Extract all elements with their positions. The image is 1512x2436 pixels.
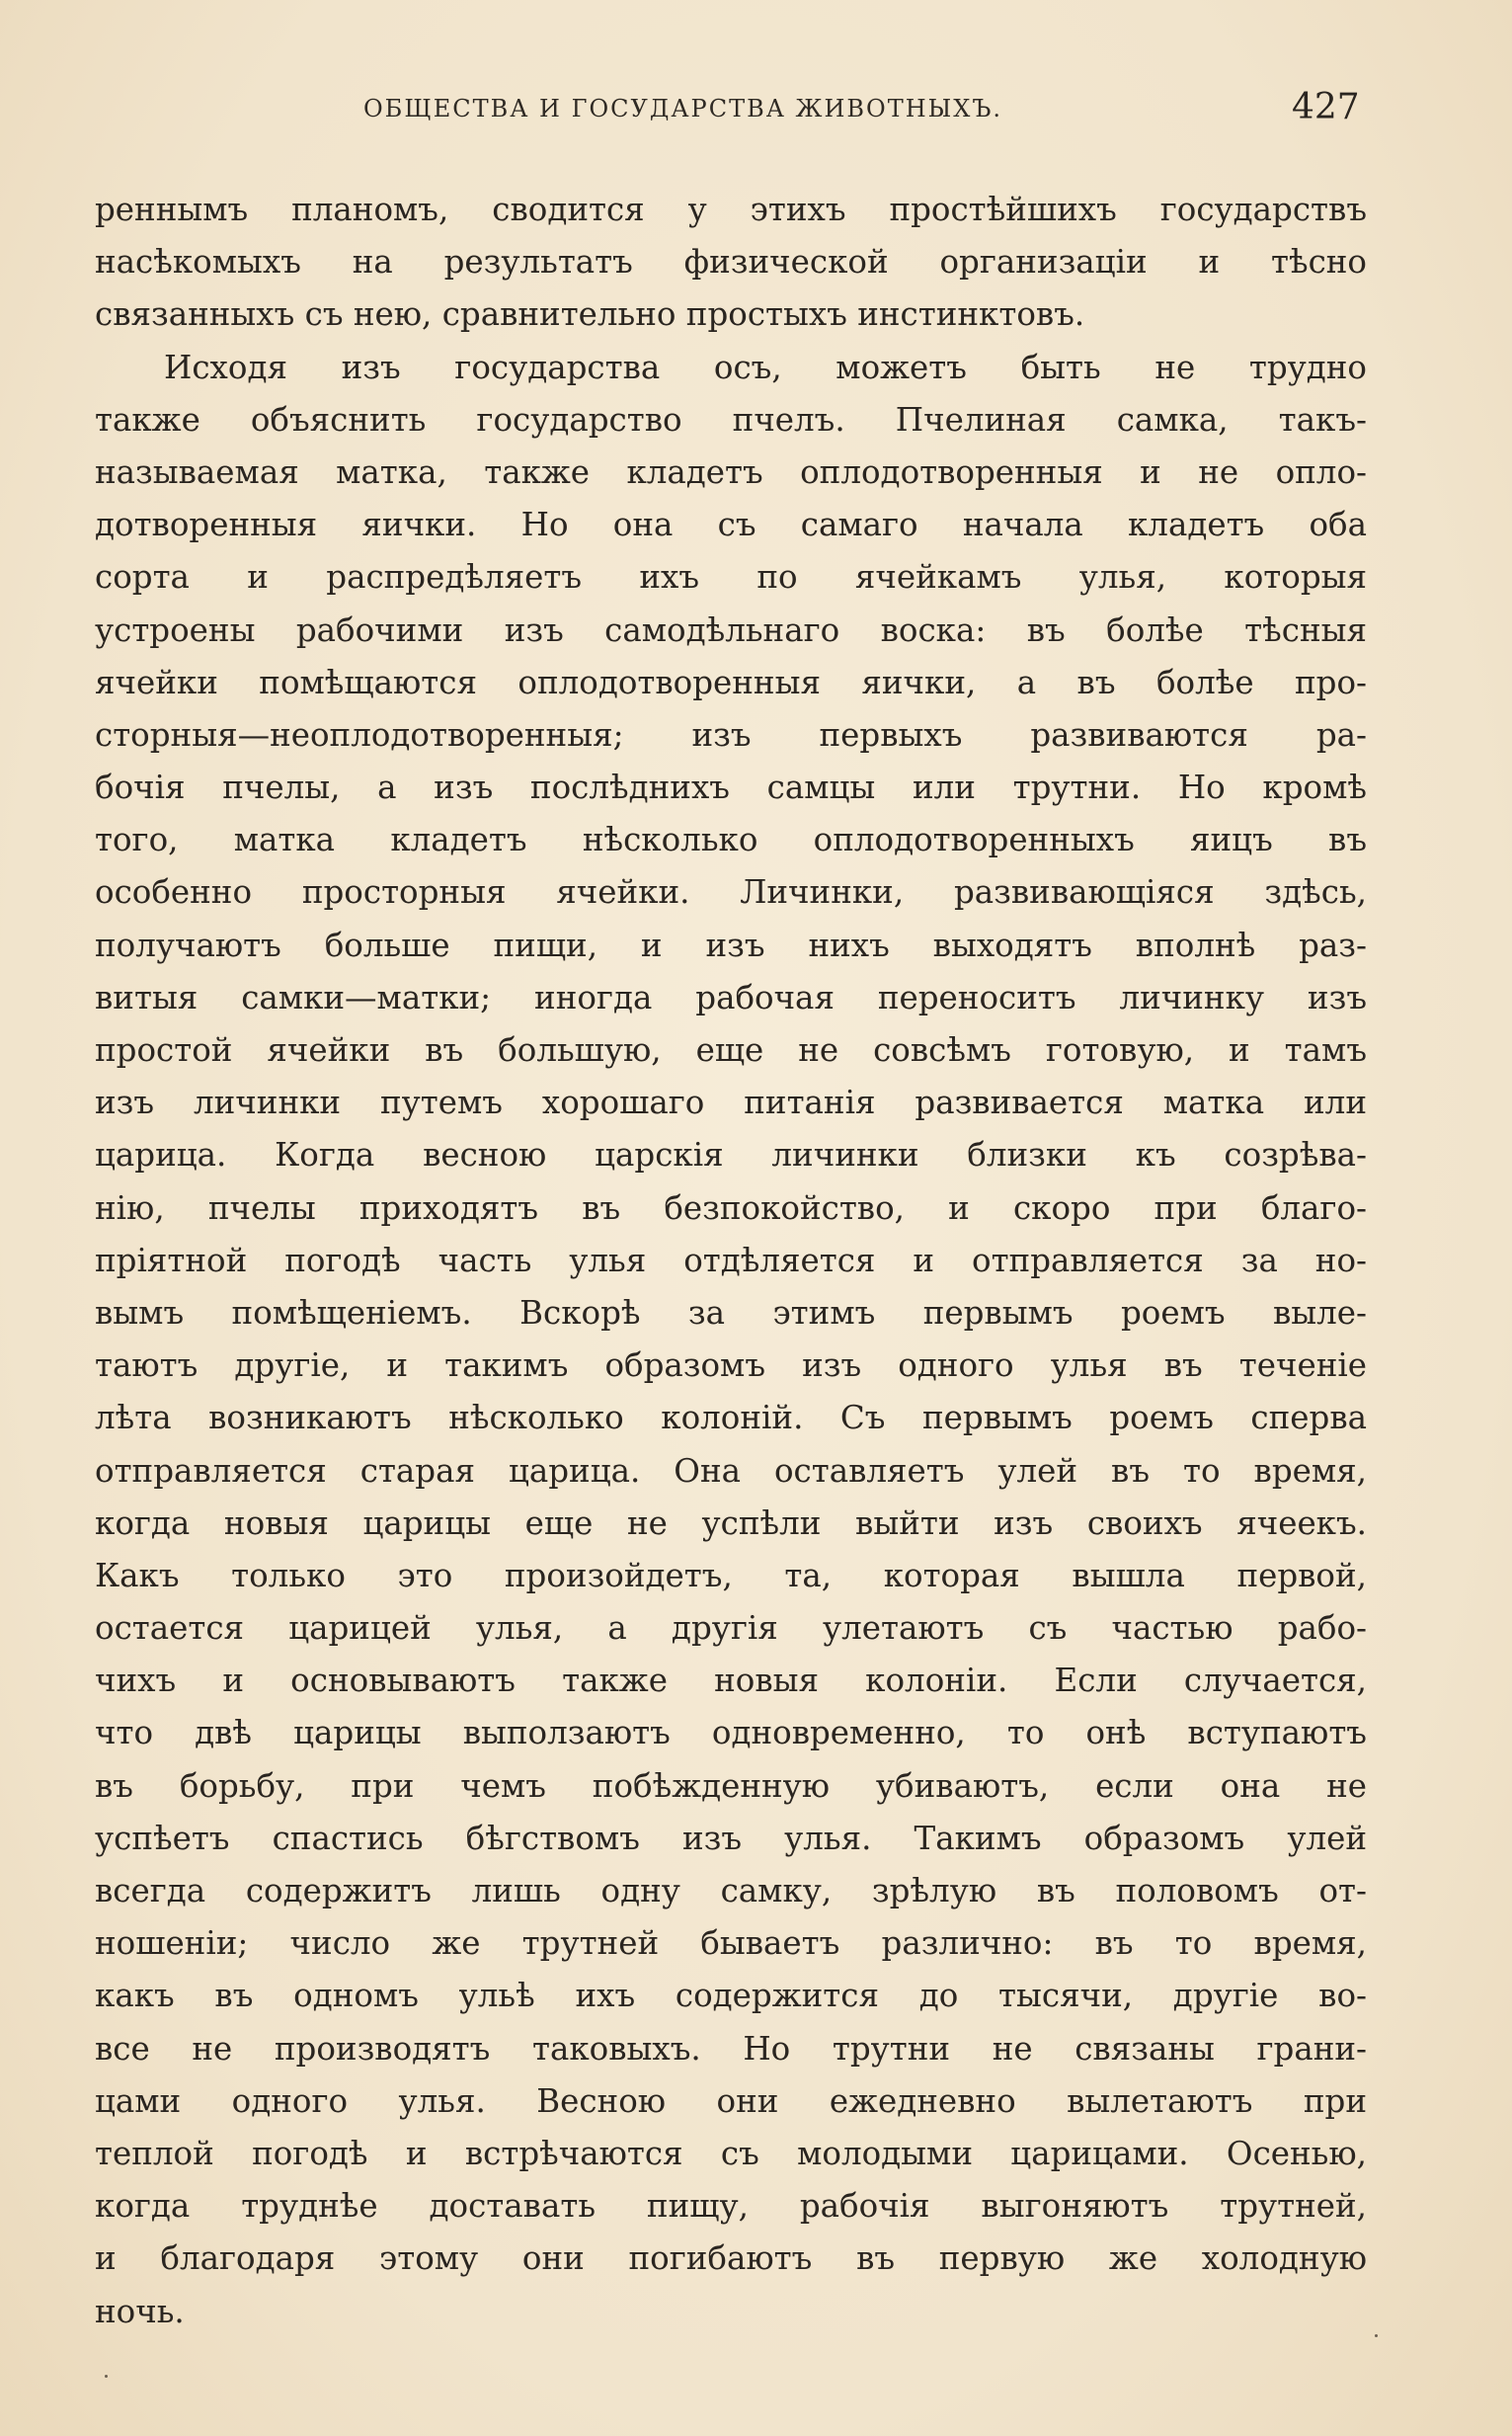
text-line: изъ личинки путемъ хорошаго питанія развивается матка или (95, 1084, 1367, 1122)
text-line: нію, пчелы приходятъ въ безпокойство, и скоро при благо- (95, 1188, 1367, 1227)
text-line: что двѣ царицы выползаютъ одновременно, то онѣ вступаютъ (95, 1714, 1367, 1752)
text-line: насѣкомыхъ на результатъ физической организаціи и тѣсно (95, 243, 1367, 282)
text-line: получаютъ больше пищи, и изъ нихъ выходятъ вполнѣ раз- (95, 926, 1367, 964)
text-line: въ борьбу, при чемъ побѣжденную убиваютъ, если она не (95, 1766, 1367, 1805)
text-line: чихъ и основываютъ также новыя колоніи. Если случается, (95, 1662, 1367, 1700)
text-line: отправляется старая царица. Она оставляетъ улей въ то время, (95, 1451, 1367, 1490)
text-line: когда труднѣе доставать пищу, рабочія выгоняютъ трутней, (95, 2187, 1367, 2226)
text-line: когда новыя царицы еще не успѣли выйти изъ своихъ ячеекъ. (95, 1503, 1367, 1542)
text-line: теплой погодѣ и встрѣчаются съ молодыми царицами. Осенью, (95, 2134, 1367, 2172)
text-line: таютъ другіе, и такимъ образомъ изъ одного улья въ теченіе (95, 1346, 1367, 1385)
text-line: ячейки помѣщаются оплодотворенныя яички, а въ болѣе про- (95, 663, 1367, 701)
text-line: цами одного улья. Весною они ежедневно вылетаютъ при (95, 2081, 1367, 2120)
text-line: успѣетъ спастись бѣгствомъ изъ улья. Такимъ образомъ улей (95, 1819, 1367, 1857)
text-line: того, матка кладетъ нѣсколько оплодотворенныхъ яицъ въ (95, 821, 1367, 859)
text-line: остается царицей улья, а другія улетаютъ съ частью рабо- (95, 1609, 1367, 1648)
text-line: бочія пчелы, а изъ послѣднихъ самцы или трутни. Но кромѣ (95, 769, 1367, 807)
paragraph-first-line: Исходя изъ государства осъ, можетъ быть не трудно (164, 348, 1367, 386)
text-line: дотворенныя яички. Но она съ самаго начала кладетъ оба (95, 506, 1367, 544)
text-line: устроены рабочими изъ самодѣльнаго воска: въ болѣе тѣсныя (95, 610, 1367, 649)
text-line: простой ячейки въ большую, еще не совсѣмъ готовую, и тамъ (95, 1031, 1367, 1069)
text-line: ношеніи; число же трутней бываетъ различно: въ то время, (95, 1924, 1367, 1963)
body-text (95, 184, 1367, 2338)
text-line: и благодаря этому они погибаютъ въ первую же холодную (95, 2239, 1367, 2278)
running-header (0, 87, 1512, 130)
text-line: связанныхъ съ нею, сравнительно простыхъ инстинктовъ. (95, 295, 1085, 334)
text-line: царица. Когда весною царскія личинки близки къ созрѣва- (95, 1136, 1367, 1175)
text-line: реннымъ планомъ, сводится у этихъ простѣйшихъ государствъ (95, 191, 1367, 228)
text-line: какъ въ одномъ ульѣ ихъ содержится до тысячи, другіе во- (95, 1977, 1367, 2015)
text-line: сорта и распредѣляетъ ихъ по ячейкамъ улья, которыя (95, 558, 1367, 597)
paper-speck (1375, 2334, 1378, 2337)
page-number: 427 (1292, 87, 1360, 127)
text-line: особенно просторныя ячейки. Личинки, развивающіяся здѣсь, (95, 873, 1367, 912)
running-title: ОБЩЕСТВА И ГОСУДАРСТВА ЖИВОТНЫХЪ. (363, 95, 1003, 122)
text-line: Какъ только это произойдетъ, та, которая вышла первой, (95, 1556, 1367, 1594)
text-line: все не производятъ таковыхъ. Но трутни не связаны грани- (95, 2029, 1367, 2068)
text-line: сторныя—неоплодотворенныя; изъ первыхъ развиваются ра- (95, 715, 1367, 754)
text-line: также объяснить государство пчелъ. Пчелиная самка, такъ- (95, 400, 1367, 439)
text-line: пріятной погодѣ часть улья отдѣляется и отправляется за но- (95, 1241, 1367, 1279)
paper-speck (105, 2375, 108, 2378)
text-line: называемая матка, также кладетъ оплодотворенныя и не оплo- (95, 452, 1367, 491)
text-line: вымъ помѣщеніемъ. Вскорѣ за этимъ первымъ роемъ выле- (95, 1293, 1367, 1332)
text-line: витыя самки—матки; иногда рабочая переноситъ личинку изъ (95, 978, 1367, 1016)
text-line: лѣта возникаютъ нѣсколько колоній. Съ первымъ роемъ сперва (95, 1399, 1367, 1437)
text-line: ночь. (95, 2292, 185, 2330)
text-line: всегда содержитъ лишь одну самку, зрѣлую въ половомъ от- (95, 1872, 1367, 1909)
